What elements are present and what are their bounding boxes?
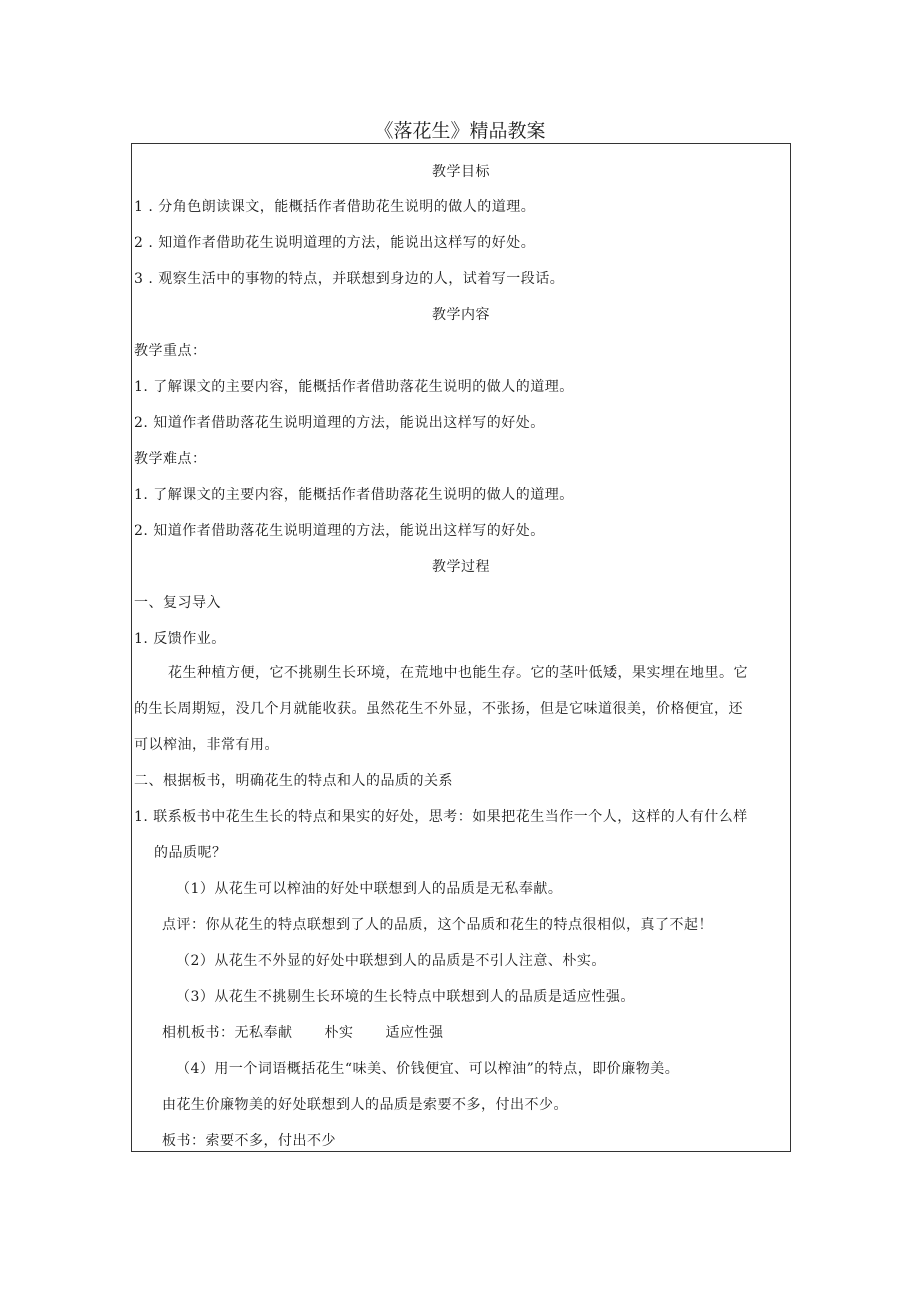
key-points-label: 教学重点： [134, 343, 207, 359]
teacher-comment: 点评：你从花生的特点联想到了人的品质，这个品质和花生的特点很相似，真了不起！ [162, 917, 713, 933]
answer-item: （3）从花生不挑剔生长环境的生长特点中联想到人的品质是适应性强。 [176, 989, 635, 1005]
goals-heading: 教学目标 [432, 164, 490, 180]
paragraph-line: 的生长周期短，没几个月就能收获。虽然花生不外显，不张扬，但是它味道很美，价格便宜，还 [134, 701, 743, 717]
goal-item: 2 . 知道作者借助花生说明道理的方法，能说出这样写的好处。 [134, 235, 536, 251]
board-item: 朴实 [324, 1025, 354, 1041]
difficulty-item: 1. 了解课文的主要内容，能概括作者借助落花生说明的做人的道理。 [134, 487, 574, 503]
difficulty-label: 教学难点： [134, 451, 207, 467]
paragraph-line: 可以榨油，非常有用。 [134, 737, 279, 753]
paragraph-line: 花生种植方便，它不挑剔生长环境，在荒地中也能生存。它的茎叶低矮，果实埋在地里。它 [168, 665, 748, 681]
question-line: 的品质呢？ [154, 845, 227, 861]
board-item: 无私奉献 [234, 1025, 293, 1041]
board-notes: 板书：索要不多，付出不少 [162, 1133, 336, 1149]
content-heading: 教学内容 [432, 307, 490, 323]
key-point-item: 2. 知道作者借助落花生说明道理的方法，能说出这样写的好处。 [134, 415, 545, 431]
question-line: 1. 联系板书中花生生长的特点和果实的好处，思考：如果把花生当作一个人，这样的人有什么样 [134, 809, 748, 825]
board-item: 适应性强 [385, 1025, 444, 1041]
board-label: 相机板书： [162, 1025, 235, 1041]
step-item: 1. 反馈作业。 [134, 631, 226, 647]
goal-item: 1 . 分角色朗读课文，能概括作者借助花生说明的做人的道理。 [134, 199, 536, 215]
answer-item: （4）用一个词语概括花生“味美、价钱便宜、可以榨油”的特点，即价廉物美。 [176, 1061, 680, 1077]
goal-item: 3 . 观察生活中的事物的特点，并联想到身边的人，试着写一段话。 [134, 271, 565, 287]
section-heading: 一、复习导入 [134, 595, 221, 611]
board-notes [134, 1022, 790, 1042]
process-heading: 教学过程 [432, 559, 490, 575]
answer-item: （2）从花生不外显的好处中联想到人的品质是不引人注意、朴实。 [176, 953, 606, 969]
key-point-item: 1. 了解课文的主要内容，能概括作者借助落花生说明的做人的道理。 [134, 379, 574, 395]
answer-item: （1）从花生可以榨油的好处中联想到人的品质是无私奉献。 [176, 881, 563, 897]
difficulty-item: 2. 知道作者借助落花生说明道理的方法，能说出这样写的好处。 [134, 523, 545, 539]
summary-line: 由花生价廉物美的好处联想到人的品质是索要不多，付出不少。 [162, 1097, 568, 1113]
page-title: 《落花生》精品教案 [374, 120, 546, 142]
section-heading: 二、根据板书，明确花生的特点和人的品质的关系 [134, 773, 453, 789]
